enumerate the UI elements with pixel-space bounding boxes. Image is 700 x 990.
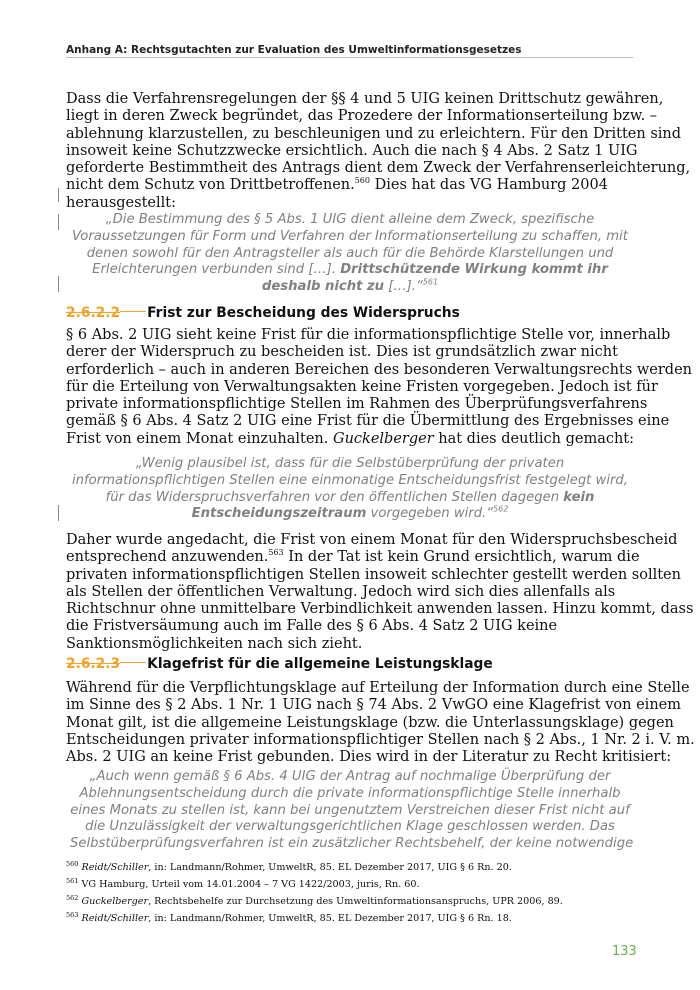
- text-line: gemäß § 6 Abs. 4 Satz 2 UIG eine Frist für die Übermittlung des Ergebnisses eine: [66, 413, 670, 430]
- text-segment: Frist von einem Monat einzuhalten.: [66, 430, 333, 447]
- text-line: derer der Widerspruch zu bescheiden ist. Dies ist grundsätzlich zwar nicht: [66, 344, 618, 361]
- section-title: Klagefrist für die allgemeine Leistungsklage: [147, 656, 493, 672]
- change-bar: [58, 214, 59, 230]
- text-line: [66, 177, 632, 194]
- text-segment: nicht dem Schutz von Drittbetroffenen.: [66, 177, 355, 194]
- change-bar: [58, 276, 59, 292]
- tracked-change-strike: [120, 662, 146, 663]
- text-segment: In der Tat ist kein Grund ersichtlich, warum die: [283, 549, 640, 566]
- text-segment: entsprechend anzuwenden.: [66, 549, 269, 566]
- text-segment: hat dies deutlich gemacht:: [433, 430, 635, 447]
- block-quote: [70, 212, 630, 296]
- block-quote: [70, 456, 630, 523]
- text-line: [66, 548, 640, 566]
- footnote-ref[interactable]: 563: [268, 548, 284, 558]
- footnote-number: 561: [66, 876, 79, 885]
- quote-line: [70, 506, 630, 523]
- text-line: die Fristversäumung auch im Falle des § 6 Abs. 4 Satz 2 UIG keine: [66, 618, 558, 635]
- text-segment: Dies hat das VG Hamburg 2004: [370, 177, 608, 194]
- author-name: Reidt/Schiller: [81, 913, 149, 924]
- footnote-ref[interactable]: 562: [493, 505, 509, 514]
- section-heading: [66, 305, 460, 321]
- quote-line: Selbstüberprüfungsverfahren ist ein zusätzlicher Rechtsbehelf, der keine notwendige: [70, 836, 634, 852]
- quote-line: „Auch wenn gemäß § 6 Abs. 4 UIG der Antrag auf nochmalige Überprüfung der: [89, 769, 611, 784]
- footnote-number: 560: [66, 859, 79, 868]
- quote-line: Voraussetzungen für Form und Verfahren der Informationserteilung zu schaffen, mit: [72, 228, 628, 244]
- footnote-ref[interactable]: 560: [354, 176, 370, 186]
- text-line: Monat gilt, ist die allgemeine Leistungsklage (bzw. die Unterlassungsklage) gegen: [66, 714, 674, 731]
- body-paragraph: [66, 680, 695, 766]
- body-paragraph: [66, 327, 693, 448]
- quote-line: informationspflichtigen Stellen eine einmonatige Entscheidungsfrist festgelegt wird,: [72, 472, 628, 488]
- text-line: erforderlich – auch in anderen Bereichen des besonderen Verwaltungsrechts werden: [66, 361, 693, 378]
- body-paragraph: [66, 91, 691, 212]
- footnote-number: 562: [66, 893, 79, 902]
- quote-line: [70, 279, 630, 296]
- footnote-text: , in: Landmann/Rohmer, UmweltR, 85. EL Dezember 2017, UIG § 6 Rn. 18.: [148, 913, 512, 924]
- author-name: Guckelberger: [81, 896, 149, 907]
- text-line: Dass die Verfahrensregelungen der §§ 4 und 5 UIG keinen Drittschutz gewähren,: [66, 91, 664, 107]
- text-line: Daher wurde angedacht, die Frist von einem Monat für den Widerspruchsbescheid: [66, 532, 678, 548]
- emphasis: Drittschützende Wirkung kommt ihr: [340, 262, 608, 278]
- text-line: [66, 430, 635, 448]
- author-name: Guckelberger: [333, 430, 434, 447]
- text-line: liegt in deren Zweck begründet, das Prozedere der Informationserteilung bzw. –: [66, 108, 658, 125]
- section-number: 2.6.2.2: [66, 305, 121, 321]
- text-line: Während für die Verpflichtungsklage auf Erteilung der Information durch eine Stelle: [66, 680, 690, 696]
- change-bar: [58, 505, 59, 521]
- text-line: § 6 Abs. 2 UIG sieht keine Frist für die informationspflichtige Stelle vor, innerhalb: [66, 327, 671, 343]
- section-number: 2.6.2.3: [66, 656, 121, 672]
- quote-line: [70, 262, 630, 279]
- text-line: ablehnung klarzustellen, zu beschleunigen und zu erleichtern. Für den Dritten sind: [66, 125, 682, 142]
- footnote: [66, 859, 512, 873]
- emphasis: deshalb nicht zu: [261, 279, 385, 295]
- section-title: Frist zur Bescheidung des Widerspruchs: [147, 305, 460, 321]
- header-divider: [66, 57, 633, 58]
- text-line: Abs. 2 UIG an keine Frist gebunden. Dies wird in der Literatur zu Recht kritisiert:: [66, 749, 672, 766]
- running-header: Anhang A: Rechtsgutachten zur Evaluation des Umweltinformationsgesetzes: [66, 44, 522, 56]
- footnote: [66, 910, 512, 924]
- section-heading: [66, 656, 493, 672]
- text-line: im Sinne des § 2 Abs. 1 Nr. 1 UIG nach § 74 Abs. 2 VwGO eine Klagefrist von einem: [66, 697, 681, 714]
- author-name: Reidt/Schiller: [81, 862, 149, 873]
- quote-line: „Die Bestimmung des § 5 Abs. 1 UIG dient alleine dem Zweck, spezifische: [105, 212, 595, 227]
- quote-line: eines Monats zu stellen ist, kann bei ungenutztem Verstreichen dieser Frist nicht auf: [70, 802, 630, 818]
- footnote-ref[interactable]: 561: [422, 277, 439, 287]
- quote-line: „Wenig plausibel ist, dass für die Selbstüberprüfung der privaten: [135, 456, 565, 471]
- text-line: geforderte Bestimmtheit des Antrags dient dem Zweck der Verfahrenserleichterung,: [66, 160, 691, 177]
- text-segment: für das Widerspruchsverfahren vor den öffentlichen Stellen dagegen: [105, 489, 564, 505]
- tracked-change-strike: [120, 311, 146, 312]
- quote-line: [70, 490, 630, 507]
- page-number: 133: [612, 944, 637, 959]
- footnote-number: 563: [66, 910, 79, 919]
- footnote: [66, 876, 420, 890]
- text-line: für die Erteilung von Verwaltungsakten keine Fristen vorgegeben. Jedoch ist für: [66, 378, 658, 395]
- change-bar: [58, 188, 59, 202]
- emphasis: kein: [563, 489, 595, 505]
- text-line: herausgestellt:: [66, 194, 176, 211]
- footnote-text: , Rechtsbehelfe zur Durchsetzung des Umweltinformationsanspruchs, UPR 2006, 89.: [148, 896, 563, 907]
- quote-line: Ablehnungsentscheidung durch die private informationspflichtige Stelle innerhalb: [79, 785, 621, 801]
- text-line: Sanktionsmöglichkeiten nach sich zieht.: [66, 635, 363, 652]
- emphasis: Entscheidungszeitraum: [191, 506, 367, 522]
- text-segment: Erleichterungen verbunden sind […].: [92, 262, 341, 278]
- text-line: private informationspflichtige Stellen im Rahmen des Überprüfungsverfahrens: [66, 396, 648, 413]
- text-line: insoweit keine Schutzzwecke ersichtlich. Auch die nach § 4 Abs. 2 Satz 1 UIG: [66, 142, 638, 159]
- text-line: als Stellen der öffentlichen Verwaltung. Jedoch wird sich dies allenfalls als: [66, 583, 616, 600]
- text-segment: […].“: [384, 279, 423, 295]
- text-line: privaten informationspflichtigen Stellen insoweit schlechter gestellt werden sollten: [66, 566, 681, 583]
- text-line: Entscheidungen privater informationspflichtiger Stellen nach § 2 Abs., 1 Nr. 2 i. V. m.: [66, 731, 695, 748]
- text-line: Richtschnur ohne unmittelbare Verbindlichkeit anwenden lassen. Hinzu kommt, dass: [66, 601, 694, 618]
- quote-line: die Unzulässigkeit der verwaltungsgerichtlichen Klage geschlossen werden. Das: [85, 819, 615, 835]
- footnote: [66, 893, 563, 907]
- footnote-text: VG Hamburg, Urteil vom 14.01.2004 – 7 VG 1422/2003, juris, Rn. 60.: [81, 879, 420, 890]
- block-quote: [70, 769, 634, 853]
- footnote-text: , in: Landmann/Rohmer, UmweltR, 85. EL Dezember 2017, UIG § 6 Rn. 20.: [148, 862, 512, 873]
- body-paragraph: [66, 532, 694, 653]
- quote-line: denen sowohl für den Antragsteller als auch für die Behörde Klarstellungen und: [86, 245, 614, 261]
- text-segment: vorgegeben wird.“: [366, 506, 494, 522]
